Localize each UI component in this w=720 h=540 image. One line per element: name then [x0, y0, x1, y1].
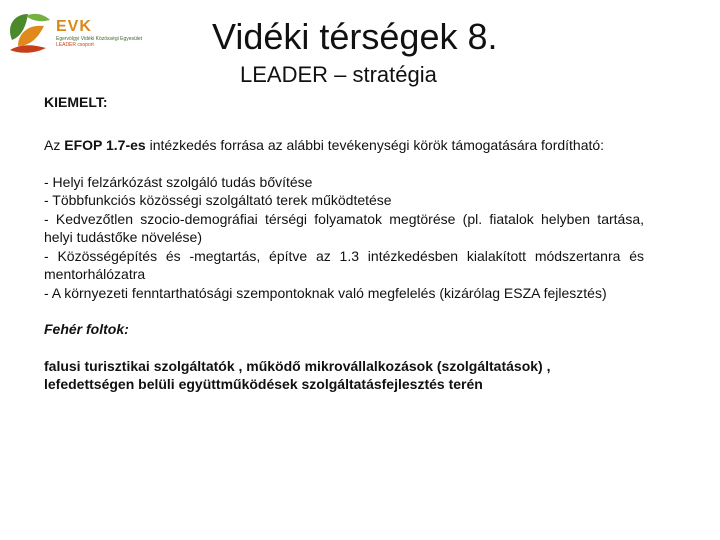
logo-title: EVK: [56, 18, 92, 35]
logo-text: [56, 18, 152, 48]
intro-prefix: Az: [44, 137, 65, 153]
activity-item-3: - Kedvezőtlen szocio-demográfiai térségi folyamatok megtörése (pl. fiatalok helyben tartása, helyi tudástőke növelése): [44, 210, 644, 245]
logo-subtitle: Egervölgyi Vidéki Közösségi Egyesület: [56, 36, 143, 42]
activity-item-2: - Többfunkciós közösségi szolgáltató terek működtetése: [44, 192, 392, 208]
content-body: [44, 136, 644, 394]
page-subtitle: LEADER – stratégia: [240, 62, 437, 87]
activity-item-1: - Helyi felzárkózást szolgáló tudás bővítése: [44, 173, 313, 190]
page-title: Vidéki térségek 8.: [212, 16, 498, 57]
program-name: EFOP 1.7-es: [64, 137, 146, 153]
white-spots-text: falusi turisztikai szolgáltatók , működő mikrovállalkozások (szolgáltatások) , lefedettségen belüli együttműködések szolgáltatásfejlesztés terén: [44, 357, 551, 392]
leaf-logo-icon: [4, 6, 56, 54]
logo-tagline: LEADER csoport: [56, 42, 94, 48]
intro-suffix: intézkedés forrása az alábbi tevékenységi körök támogatására fordítható:: [145, 137, 605, 153]
white-spots-label: Fehér foltok:: [44, 321, 129, 337]
activity-item-4: - Közösségépítés és -megtartás, építve az 1.3 intézkedésben kialakított módszertanra és mentorhálózatra: [44, 247, 644, 282]
kiemelt-label: KIEMELT:: [44, 94, 108, 110]
intro-paragraph: [44, 136, 644, 155]
evk-logo: [4, 6, 154, 54]
activity-item-5: - A környezeti fenntarthatósági szempontoknak való megfelelés (kizárólag ESZA fejlesztés): [44, 284, 607, 301]
